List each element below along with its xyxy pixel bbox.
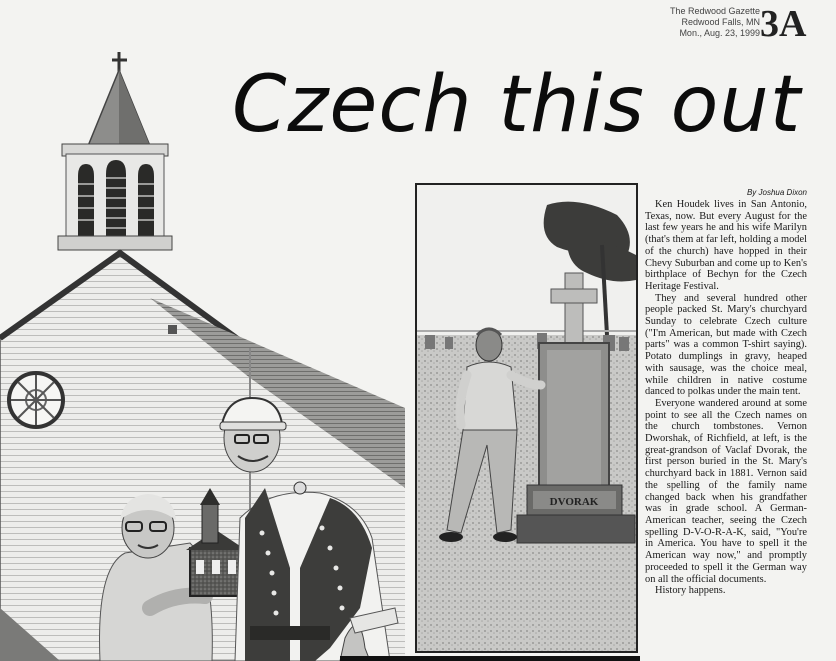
- tombstone-inscription: DVORAK: [549, 496, 599, 508]
- section-number: 3A: [760, 3, 807, 45]
- masthead: [650, 6, 760, 39]
- tombstone-scene: [417, 185, 636, 651]
- bottom-rule: [340, 656, 640, 661]
- article-body: [645, 199, 807, 597]
- headline: Czech this out: [232, 60, 802, 150]
- article-paragraph: Everyone wandered around at some point to see all the Czech names on the church tombstones. Vernon Dworshak, of Richfield, at left, is the great-grandson of Vaclaf Dvorak, the first person buried in the St. Mary's churchyard back in 1881. Vernon said the spelling of the family name changed back when his grandfather was in grade school. A German-American teacher, seeing the Czech spelling D-V-O-R-A-K, said, "You're in America. You have to spell it the American way now," and promptly proceeded to spell it the German way on all the official documents.: [645, 397, 807, 585]
- article-paragraph: They and several hundred other people packed St. Mary's churchyard Sunday to celebrate Czech culture ("I'm American, but made with Czech parts" was a common T-shirt saying). Potato dumplings in gravy, heaped with sausage, was the choice meal, while children in native costume danced to polkas under the main tent.: [645, 292, 807, 398]
- byline: By Joshua Dixon: [746, 188, 807, 197]
- paper-name: The Redwood Gazette: [669, 6, 760, 16]
- issue-date: Mon., Aug. 23, 1999: [679, 28, 760, 38]
- tombstone-photo: [415, 183, 638, 653]
- paper-location: Redwood Falls, MN: [681, 17, 760, 27]
- article-paragraph: History happens.: [655, 585, 726, 597]
- article-paragraph: Ken Houdek lives in San Antonio, Texas, now. But every August for the last few years he and his wife Marilyn (that's them at far left, holding a model of the church) have hopped in their Chevy Suburban and come up to Ken's birthplace of Bechyn for the Czech Heritage Festival.: [645, 199, 807, 292]
